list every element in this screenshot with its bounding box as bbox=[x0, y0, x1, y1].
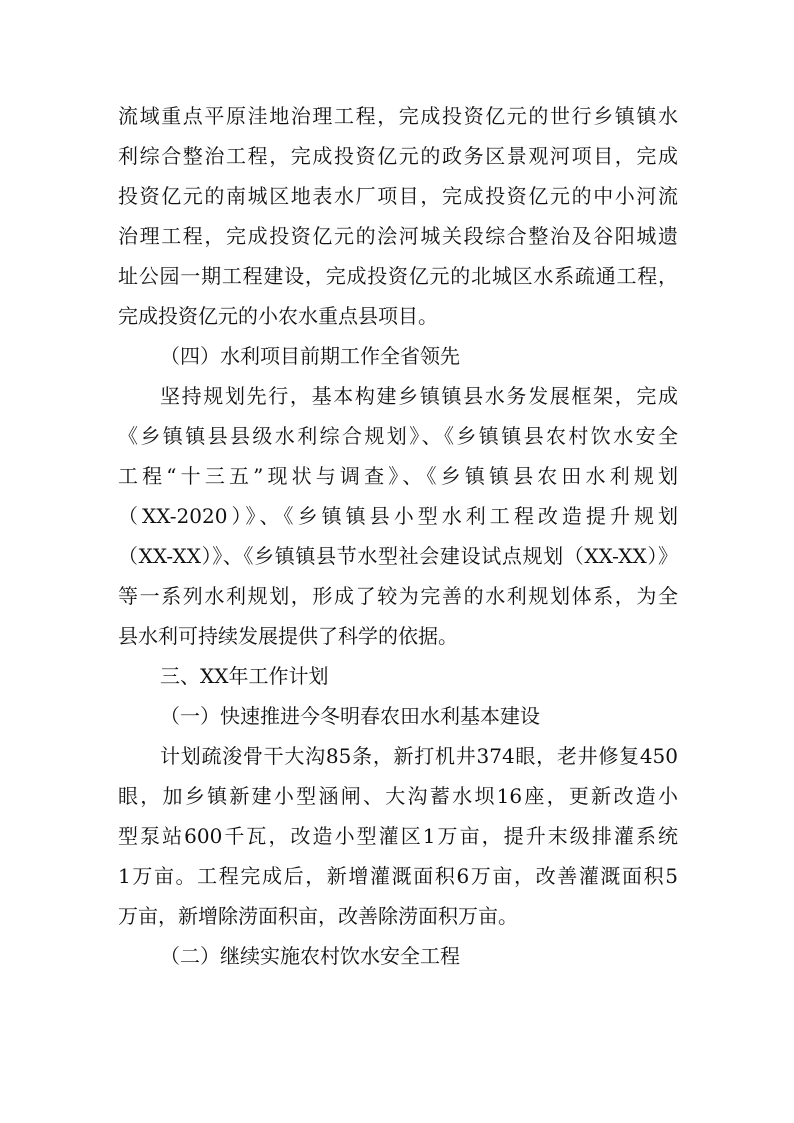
text-line: 工程“十三五”现状与调查》、《乡镇镇县农田水利规划 bbox=[118, 464, 678, 488]
text-line: 《乡镇镇县县级水利综合规划》、《乡镇镇县农村饮水安全 bbox=[118, 424, 678, 448]
text-line: 型泵站600千瓦，改造小型灌区1万亩，提升末级排灌系统 bbox=[118, 824, 678, 848]
document-body bbox=[118, 96, 678, 976]
text-line: 坚持规划先行，基本构建乡镇镇县水务发展框架，完成 bbox=[160, 384, 678, 408]
text-line: 利综合整治工程，完成投资亿元的政务区景观河项目，完成 bbox=[118, 144, 678, 168]
text-line: 等一系列水利规划，形成了较为完善的水利规划体系，为全 bbox=[118, 584, 678, 608]
section-heading: （四）水利项目前期工作全省领先 bbox=[160, 344, 460, 368]
text-line: 万亩，新增除涝面积亩，改善除涝面积万亩。 bbox=[118, 904, 518, 928]
section-heading: 三、XX年工作计划 bbox=[160, 664, 329, 688]
text-line: 眼，加乡镇新建小型涵闸、大沟蓄水坝16座，更新改造小 bbox=[118, 784, 678, 808]
text-line: 治理工程，完成投资亿元的浍河城关段综合整治及谷阳城遗 bbox=[118, 224, 678, 248]
text-line: （XX-2020）》、《乡镇镇县小型水利工程改造提升规划 bbox=[118, 504, 678, 528]
text-line: 流域重点平原洼地治理工程，完成投资亿元的世行乡镇镇水 bbox=[118, 104, 678, 128]
text-line: 县水利可持续发展提供了科学的依据。 bbox=[118, 624, 458, 648]
text-line: 1万亩。工程完成后，新增灌溉面积6万亩，改善灌溉面积5 bbox=[118, 864, 678, 888]
subsection-heading: （二）继续实施农村饮水安全工程 bbox=[160, 944, 460, 968]
text-line: 计划疏浚骨干大沟85条，新打机井374眼，老井修复450 bbox=[160, 744, 678, 768]
text-line: 址公园一期工程建设，完成投资亿元的北城区水系疏通工程， bbox=[118, 264, 678, 288]
text-line: （XX-XX）》、《乡镇镇县节水型社会建设试点规划（XX-XX）》 bbox=[118, 544, 678, 568]
text-line: 完成投资亿元的小农水重点县项目。 bbox=[118, 304, 438, 328]
subsection-heading: （一）快速推进今冬明春农田水利基本建设 bbox=[160, 704, 540, 728]
text-line: 投资亿元的南城区地表水厂项目，完成投资亿元的中小河流 bbox=[118, 184, 678, 208]
